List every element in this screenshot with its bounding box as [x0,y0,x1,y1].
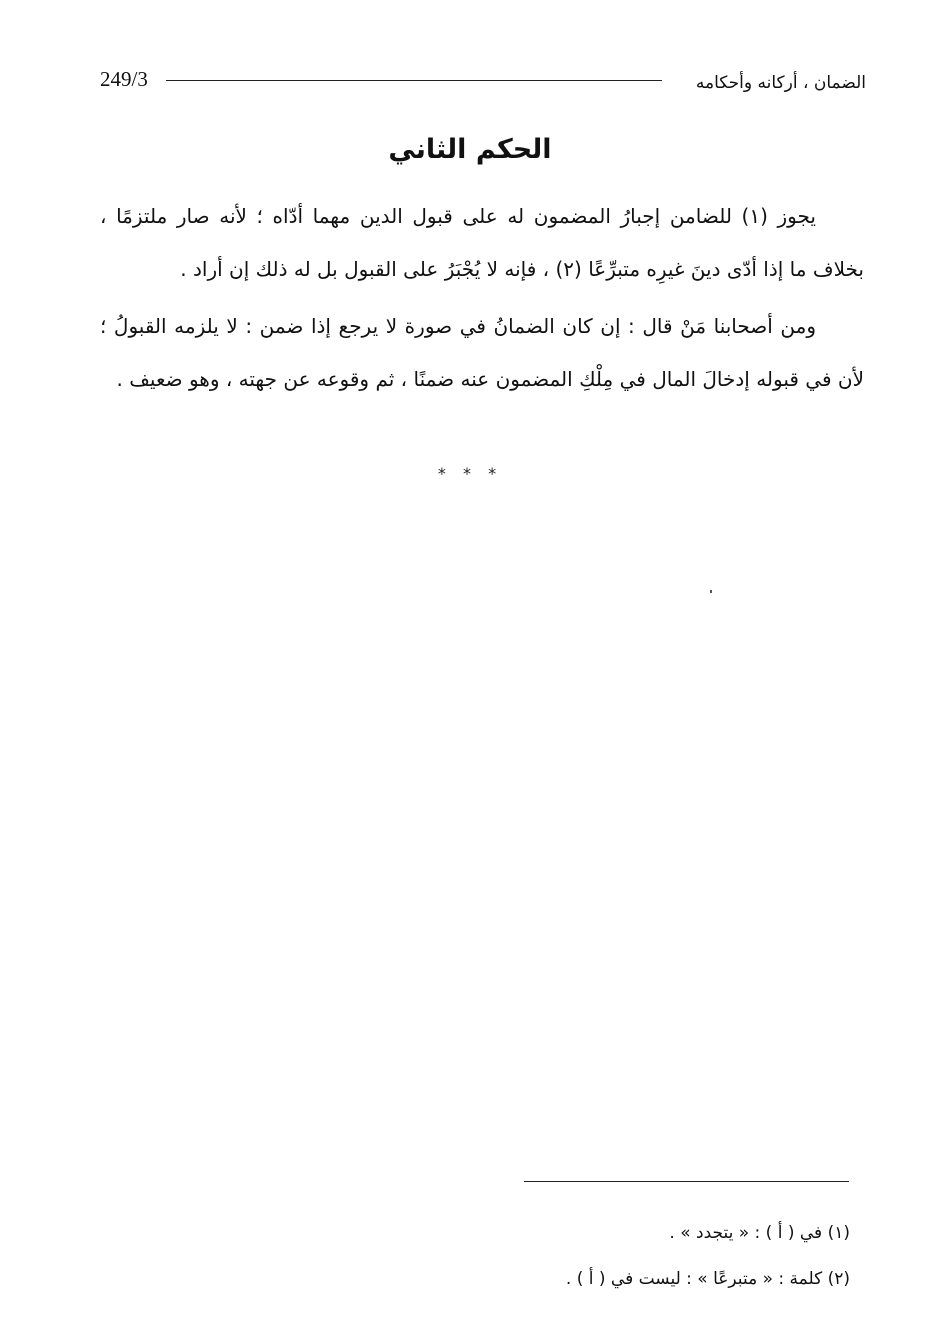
header-rule [166,80,662,81]
footnote-2: (٢) كلمة : « متبرعًا » : ليست في ( أ ) . [565,1269,850,1289]
ink-speck [710,590,712,593]
paragraph-1: يجوز (١) للضامن إجبارُ المضمون له على قبول الدين مهما أدّاه ؛ لأنه صار ملتزمًا ، بخلاف ما إذا أدّى دينَ غيرِه متبرِّعًا (٢) ، فإنه لا يُجْبَرُ على القبول بل له ذلك إن أراد . [100,204,864,281]
section-heading: الحكم الثاني [388,134,552,165]
body-text [100,190,864,406]
running-title: الضمان ، أركانه وأحكامه [695,73,866,93]
section-end-mark: * * * [437,464,503,483]
paragraph-2: ومن أصحابنا مَنْ قال : إن كان الضمانُ في صورة لا يرجع إذا ضمن : لا يلزمه القبولُ ؛ لأن في قبوله إدخالَ المال في مِلْكِ المضمون عنه ضمنًا ، ثم وقوعه عن جهته ، وهو ضعيف . [100,314,864,391]
page-number: 249/3 [100,67,148,91]
footnote-rule [524,1181,849,1182]
footnote-1: (١) في ( أ ) : « يتجدد » . [669,1223,850,1243]
running-header [100,66,866,102]
footnotes [100,1210,850,1302]
